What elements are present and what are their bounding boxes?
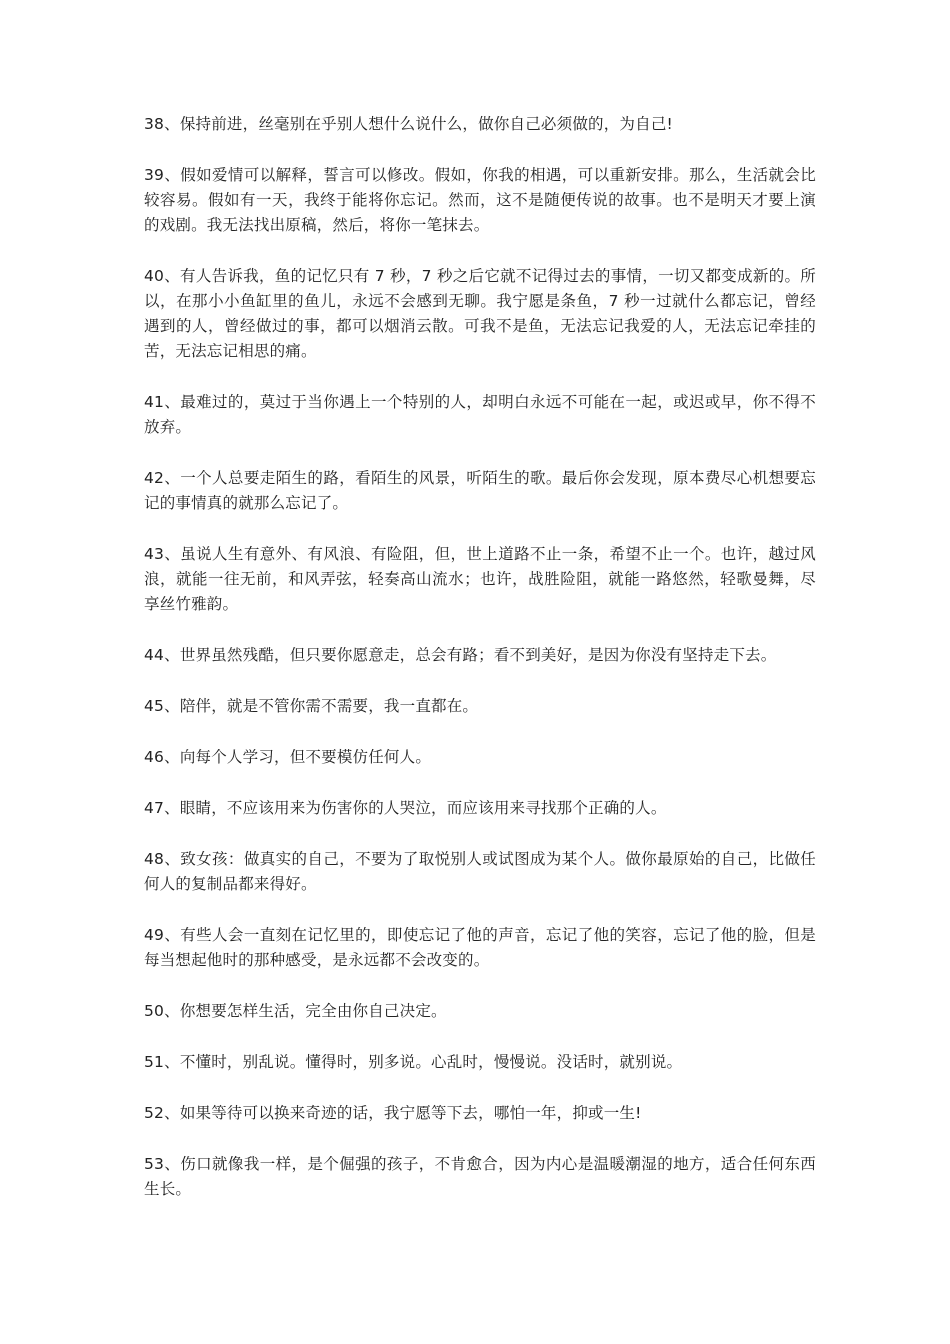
quote-44: 44、世界虽然残酷，但只要你愿意走，总会有路；看不到美好，是因为你没有坚持走下去。 bbox=[144, 646, 777, 664]
quote-38: 38、保持前进，丝毫别在乎别人想什么说什么，做你自己必须做的，为自己! bbox=[144, 115, 673, 133]
quote-45: 45、陪伴，就是不管你需不需要，我一直都在。 bbox=[144, 697, 479, 715]
quote-40: 40、有人告诉我，鱼的记忆只有 7 秒，7 秒之后它就不记得过去的事情，一切又都变成新的。所以，在那小小鱼缸里的鱼儿，永远不会感到无聊。我宁愿是条鱼，7 秒一过就什么都忘记，曾经遇到的人，曾经做过的事，都可以烟消云散。可我不是鱼，无法忘记我爱的人，无法忘记牵挂的苦，无法忘记相思的痛。 bbox=[144, 267, 816, 360]
quote-39: 39、假如爱情可以解释，誓言可以修改。假如，你我的相遇，可以重新安排。那么，生活就会比较容易。假如有一天，我终于能将你忘记。然而，这不是随便传说的故事。也不是明天才要上演的戏剧。我无法找出原稿，然后，将你一笔抹去。 bbox=[144, 166, 816, 234]
quote-48: 48、致女孩：做真实的自己，不要为了取悦别人或试图成为某个人。做你最原始的自己，比做任何人的复制品都来得好。 bbox=[144, 850, 816, 893]
quote-41: 41、最难过的，莫过于当你遇上一个特别的人，却明白永远不可能在一起，或迟或早，你不得不放弃。 bbox=[144, 393, 816, 436]
quote-53: 53、伤口就像我一样，是个倔强的孩子，不肯愈合，因为内心是温暖潮湿的地方，适合任何东西生长。 bbox=[144, 1155, 816, 1198]
quote-46: 46、向每个人学习，但不要模仿任何人。 bbox=[144, 748, 432, 766]
quote-43: 43、虽说人生有意外、有风浪、有险阻，但，世上道路不止一条，希望不止一个。也许，越过风浪，就能一往无前，和风弄弦，轻奏高山流水；也许，战胜险阻，就能一路悠然，轻歌曼舞，尽享丝竹雅韵。 bbox=[144, 545, 816, 613]
quote-50: 50、你想要怎样生活，完全由你自己决定。 bbox=[144, 1002, 447, 1020]
quote-51: 51、不懂时，别乱说。懂得时，别多说。心乱时，慢慢说。没话时，就别说。 bbox=[144, 1053, 683, 1071]
quote-49: 49、有些人会一直刻在记忆里的，即使忘记了他的声音，忘记了他的笑容，忘记了他的脸，但是每当想起他时的那种感受，是永远都不会改变的。 bbox=[144, 926, 816, 969]
quote-47: 47、眼睛，不应该用来为伤害你的人哭泣，而应该用来寻找那个正确的人。 bbox=[144, 799, 667, 817]
document-page bbox=[144, 112, 816, 1228]
quote-52: 52、如果等待可以换来奇迹的话，我宁愿等下去，哪怕一年，抑或一生! bbox=[144, 1104, 642, 1122]
quote-42: 42、一个人总要走陌生的路，看陌生的风景，听陌生的歌。最后你会发现，原本费尽心机想要忘记的事情真的就那么忘记了。 bbox=[144, 469, 816, 512]
